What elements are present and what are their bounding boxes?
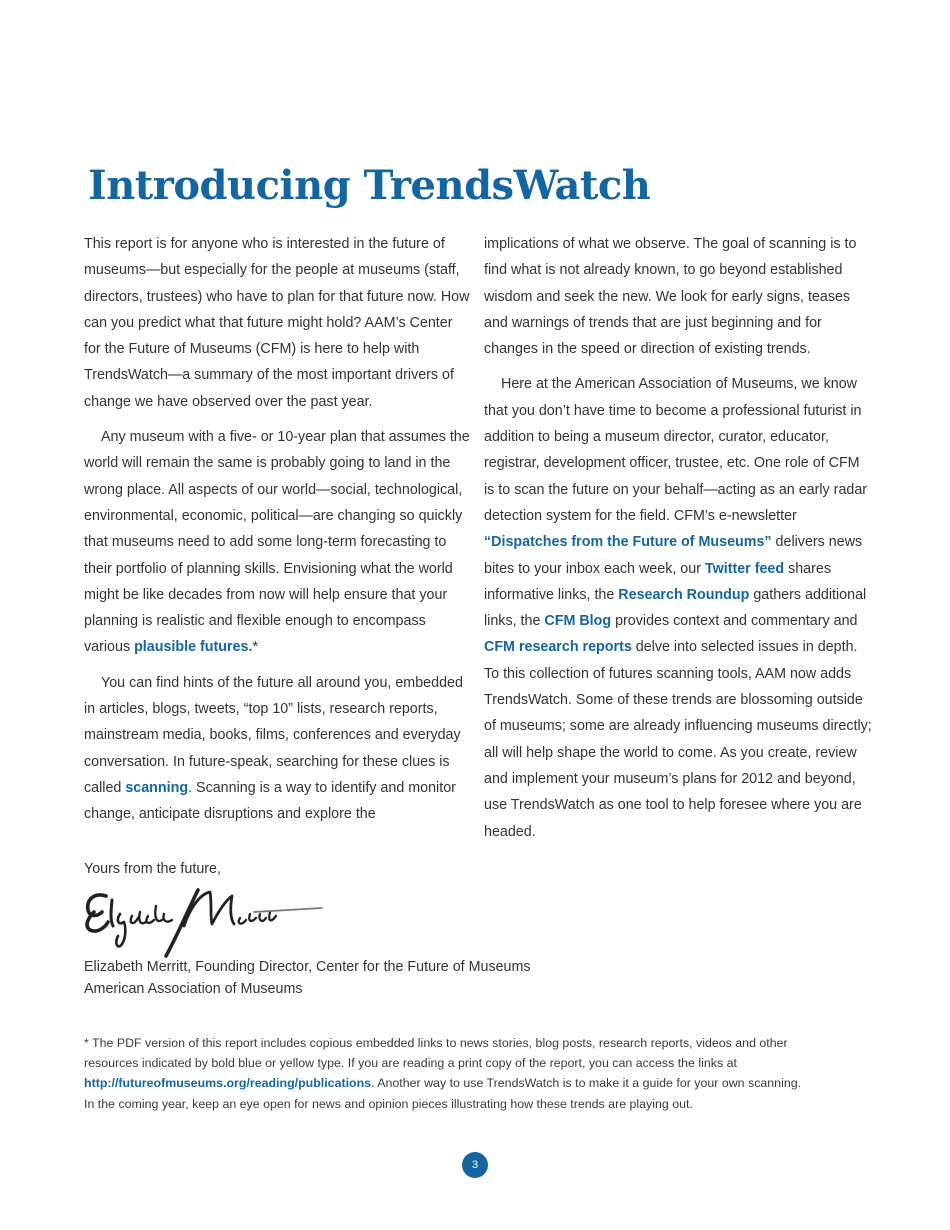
- signature-image: [80, 886, 330, 962]
- planning-paragraph: Any museum with a five- or 10-year plan that assumes the world will remain the same is probably going to land in the wrong place. All aspects of our world—social, technological, environmental, economic, political—are changing so quickly that museums need to add some long-term forecasting to their portfolio of planning skills. Envisioning what the world might be like decades from now will help ensure that your planning is realistic and flexible enough to encompass various plausible futures.*: [84, 429, 470, 656]
- page-number-badge: 3: [462, 1152, 488, 1178]
- publications-link[interactable]: http://futureofmuseums.org/reading/publications: [84, 1076, 372, 1091]
- twitter-feed-link[interactable]: Twitter feed: [704, 560, 785, 577]
- signer-name-title: Elizabeth Merritt, Founding Director, Center for the Future of Museums: [84, 959, 531, 975]
- scanning-paragraph: You can find hints of the future all around you, embedded in articles, blogs, tweets, “top 10” lists, research reports, mainstream media, books, films, conferences and everyday conversation. In future-speak, searching for these clues is called scanning. Scanning is a way to identify and monitor change, anticipate disruptions and explore the: [84, 674, 463, 823]
- page-title: Introducing TrendsWatch: [88, 162, 651, 209]
- left-column: [84, 231, 470, 828]
- dispatches-link[interactable]: “Dispatches from the Future of Museums”: [484, 534, 772, 551]
- implications-paragraph: implications of what we observe. The goal of scanning is to find what is not already known, to go beyond established wisdom and seek the new. We look for early signs, teases and warnings of trends that are just beginning and for changes in the speed or direction of existing trends.: [484, 236, 857, 358]
- cfm-research-reports-link[interactable]: CFM research reports: [484, 639, 632, 656]
- scanning-link[interactable]: scanning: [125, 779, 189, 796]
- intro-paragraph: This report is for anyone who is interested in the future of museums—but especially for the people at museums (staff, directors, trustees) who have to plan for that future now. How can you predict what that future might hold? AAM’s Center for the Future of Museums (CFM) is here to help with TrendsWatch—a summary of the most important drivers of change we have observed over the past year.: [84, 236, 470, 410]
- signer-block: [84, 956, 531, 1000]
- right-column: [484, 231, 872, 845]
- footnote: * The PDF version of this report includes copious embedded links to news stories, blog posts, research reports, videos and other resources indicated by bold blue or yellow type. If you are reading a print copy of the report, you can access the links at http://futureofmuseums.org/reading/publications. Another way to use TrendsWatch is to make it a guide for your own scanning. In the coming year, keep an eye open for news and opinion pieces illustrating how these trends are playing out.: [84, 1036, 802, 1111]
- signer-organization: American Association of Museums: [84, 981, 303, 997]
- closing-line: Yours from the future,: [84, 861, 221, 877]
- research-roundup-link[interactable]: Research Roundup: [618, 586, 750, 603]
- aam-paragraph: Here at the American Association of Museums, we know that you don’t have time to become a professional futurist in addition to being a museum director, curator, educator, registrar, development officer, trustee, etc. One role of CFM is to scan the future on your behalf—acting as an early radar detection system for the field. CFM’s e-newsletter “Dispatches from the Future of Museums” delivers news bites to your inbox each week, our Twitter feed shares informative links, the Research Roundup gathers additional links, the CFM Blog provides context and commentary and CFM research reports delve into selected issues in depth. To this collection of futures scanning tools, AAM now adds TrendsWatch. Some of these trends are blossoming outside of museums; some are already influencing museums directly; all will help shape the world to come. As you create, review and implement your museum’s plans for 2012 and beyond, use TrendsWatch as one tool to help foresee where you are headed.: [484, 376, 872, 840]
- cfm-blog-link[interactable]: CFM Blog: [544, 613, 612, 630]
- plausible-futures-link[interactable]: plausible futures.: [134, 639, 253, 656]
